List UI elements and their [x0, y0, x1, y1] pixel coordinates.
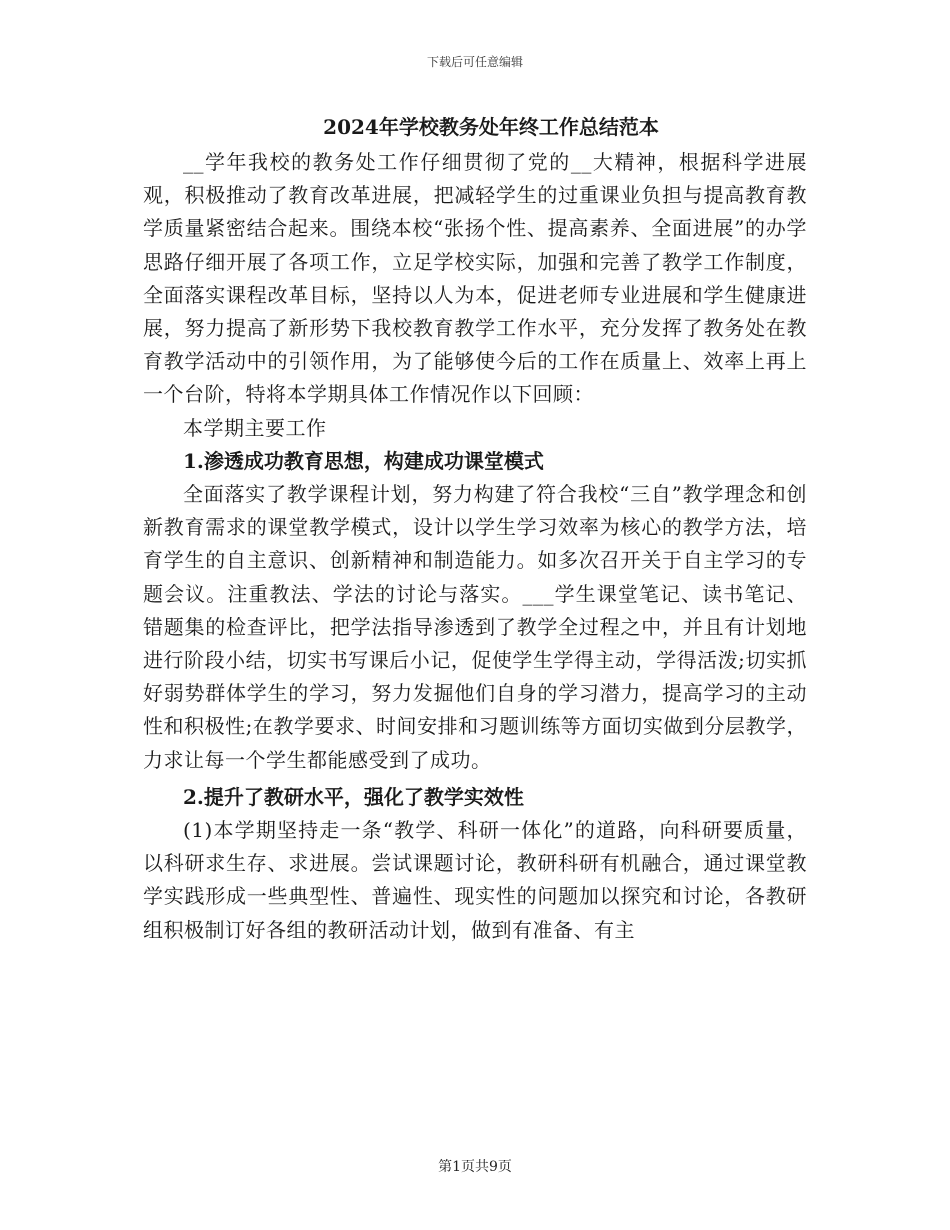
document-title: 2024年学校教务处年终工作总结范本 — [323, 115, 659, 139]
section-label: 本学期主要工作 — [183, 415, 327, 440]
section-heading-2: 2.提升了教研水平，强化了教学实效性 — [183, 784, 524, 809]
section-heading-1: 1.渗透成功教育思想，构建成功课堂模式 — [183, 448, 544, 473]
page-number-footer: 第1页共9页 — [438, 1159, 512, 1175]
page-header-note: 下载后可任意编辑 — [426, 55, 523, 69]
document-body — [143, 114, 807, 947]
section-paragraph-2: (1)本学期坚持走一条“教学、科研一体化”的道路，向科研要质量，以科研求生存、求进展。尝试课题讨论，教研科研有机融合，通过课堂教学实践形成一些典型性、普遍性、现实性的问题加以探究和讨论，各教研组积极制订好各组的教研活动计划，做到有准备、有主 — [143, 818, 807, 942]
intro-paragraph: __学年我校的教务处工作仔细贯彻了党的__大精神，根据科学进展观，积极推动了教育改革进展，把减轻学生的过重课业负担与提高教育教学质量紧密结合起来。围绕本校“张扬个性、提高素养、全面进展”的办学思路仔细开展了各项工作，立足学校实际，加强和完善了教学工作制度，全面落实课程改革目标，坚持以人为本，促进老师专业进展和学生健康进展，努力提高了新形势下我校教育教学工作水平，充分发挥了教务处在教育教学活动中的引领作用，为了能够使今后的工作在质量上、效率上再上一个台阶，特将本学期具体工作情况作以下回顾： — [143, 150, 807, 407]
section-paragraph-1: 全面落实了教学课程计划，努力构建了符合我校“三自”教学理念和创新教育需求的课堂教学模式，设计以学生学习效率为核心的教学方法，培育学生的自主意识、创新精神和制造能力。如多次召开关于自主学习的专题会议。注重教法、学法的讨论与落实。___学生课堂笔记、读书笔记、错题集的检查评比，把学法指导渗透到了教学全过程之中，并且有计划地进行阶段小结，切实书写课后小记，促使学生学得主动，学得活泼;切实抓好弱势群体学生的学习，努力发掘他们自身的学习潜力，提高学习的主动性和积极性;在教学要求、时间安排和习题训练等方面切实做到分层教学，力求让每一个学生都能感受到了成功。 — [143, 482, 807, 772]
